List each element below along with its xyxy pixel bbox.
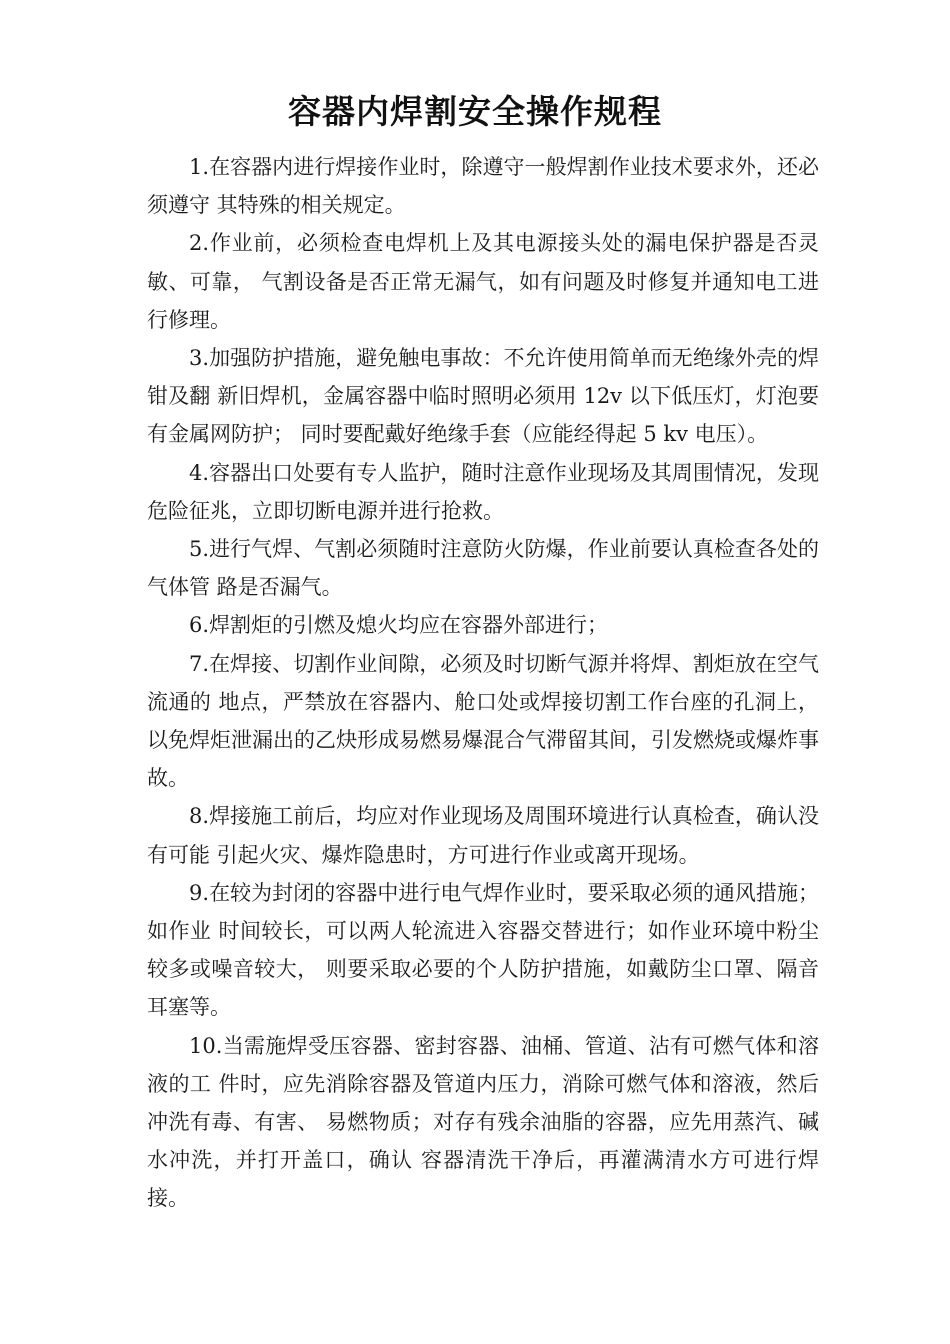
paragraph-8: 8.焊接施工前后，均应对作业现场及周围环境进行认真检查，确认没有可能 引起火灾、爆炸隐患时，方可进行作业或离开现场。: [147, 804, 819, 867]
paragraph-2: 2.作业前，必须检查电焊机上及其电源接头处的漏电保护器是否灵敏、可靠， 气割设备是否正常无漏气，如有问题及时修复并通知电工进行修理。: [147, 231, 819, 332]
paragraph-4: 4.容器出口处要有专人监护，随时注意作业现场及其周围情况，发现危险征兆，立即切断电源并进行抢救。: [147, 460, 819, 523]
paragraph-3: 3.加强防护措施，避免触电事故：不允许使用简单而无绝缘外壳的焊钳及翻 新旧焊机，金属容器中临时照明必须用 12v 以下低压灯，灯泡要有金属网防护； 同时要配戴好绝缘手套（应能经得起 5 kv 电压）。: [147, 346, 819, 447]
document-body: [147, 148, 819, 1218]
paragraph-5: 5.进行气焊、气割必须随时注意防火防爆，作业前要认真检查各处的气体管 路是否漏气。: [147, 537, 819, 600]
paragraph-9: 9.在较为封闭的容器中进行电气焊作业时，要采取必须的通风措施；如作业 时间较长，可以两人轮流进入容器交替进行；如作业环境中粉尘较多或噪音较大， 则要采取必要的个人防护措施，如戴防尘口罩、隔音耳塞等。: [147, 880, 819, 1020]
paragraph-10: 10.当需施焊受压容器、密封容器、油桶、管道、沾有可燃气体和溶液的工 件时，应先消除容器及管道内压力，消除可燃气体和溶液，然后冲洗有毒、有害、 易燃物质；对存有残余油脂的容器，应先用蒸汽、碱水冲洗，并打开盖口，确认 容器清洗干净后，再灌满清水方可进行焊接。: [147, 1033, 819, 1211]
paragraph-1: 1.在容器内进行焊接作业时，除遵守一般焊割作业技术要求外，还必须遵守 其特殊的相关规定。: [147, 155, 819, 218]
document-title: 容器内焊割安全操作规程: [288, 92, 662, 131]
paragraph-6: 6.焊割炬的引燃及熄火均应在容器外部进行；: [189, 613, 609, 638]
paragraph-7: 7.在焊接、切割作业间隙，必须及时切断气源并将焊、割炬放在空气流通的 地点，严禁放在容器内、舱口处或焊接切割工作台座的孔洞上，以免焊炬泄漏出的乙炔形成易燃易爆混合气滞留其间，引发燃烧或爆炸事故。: [147, 651, 819, 791]
